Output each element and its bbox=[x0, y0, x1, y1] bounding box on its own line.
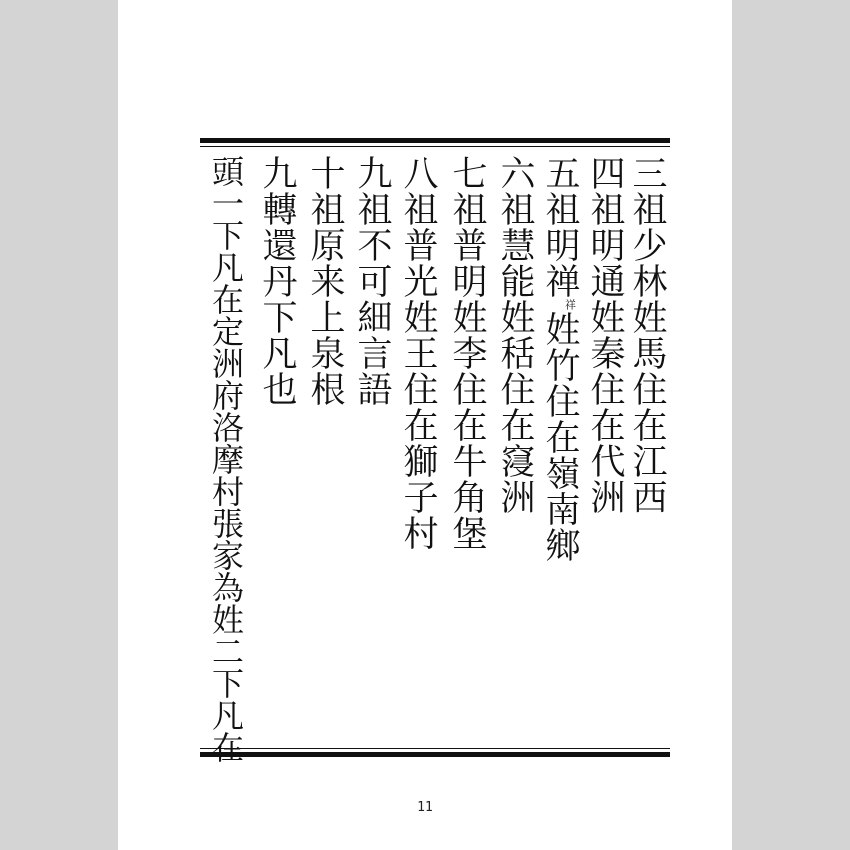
top-border-rule bbox=[200, 138, 670, 143]
text-column-1: 三祖少林姓馬住在江西 bbox=[627, 155, 667, 515]
text-column-5: 七祖普明姓李住在牛角堡 bbox=[447, 155, 487, 551]
bottom-border-thin-rule bbox=[200, 748, 670, 749]
annotation-note: 祥 bbox=[563, 299, 577, 311]
text-column-10: 頭一下凡在定洲府洛摩村張家為姓二下凡在 bbox=[207, 155, 245, 763]
text-column-6: 八祖普光姓王住在獅子村 bbox=[398, 155, 438, 551]
text-column-3-part-2: 姓竹住在嶺南鄉 bbox=[540, 311, 580, 563]
text-column-4: 六祖慧能姓秳住在䆮洲 bbox=[495, 155, 535, 515]
text-column-2: 四祖明通姓秦住在代洲 bbox=[585, 155, 625, 515]
top-border-thin-rule bbox=[200, 146, 670, 147]
text-column-9: 九轉還丹下凡也 bbox=[257, 155, 297, 407]
text-column-3 bbox=[540, 155, 580, 563]
bottom-border-rule bbox=[200, 752, 670, 757]
text-column-7: 九祖不可細言語 bbox=[352, 155, 392, 407]
text-column-8: 十祖原来上泉根 bbox=[305, 155, 345, 407]
page-number: 11 bbox=[417, 800, 433, 815]
text-column-3-part-1: 五祖明禅 bbox=[540, 155, 580, 299]
